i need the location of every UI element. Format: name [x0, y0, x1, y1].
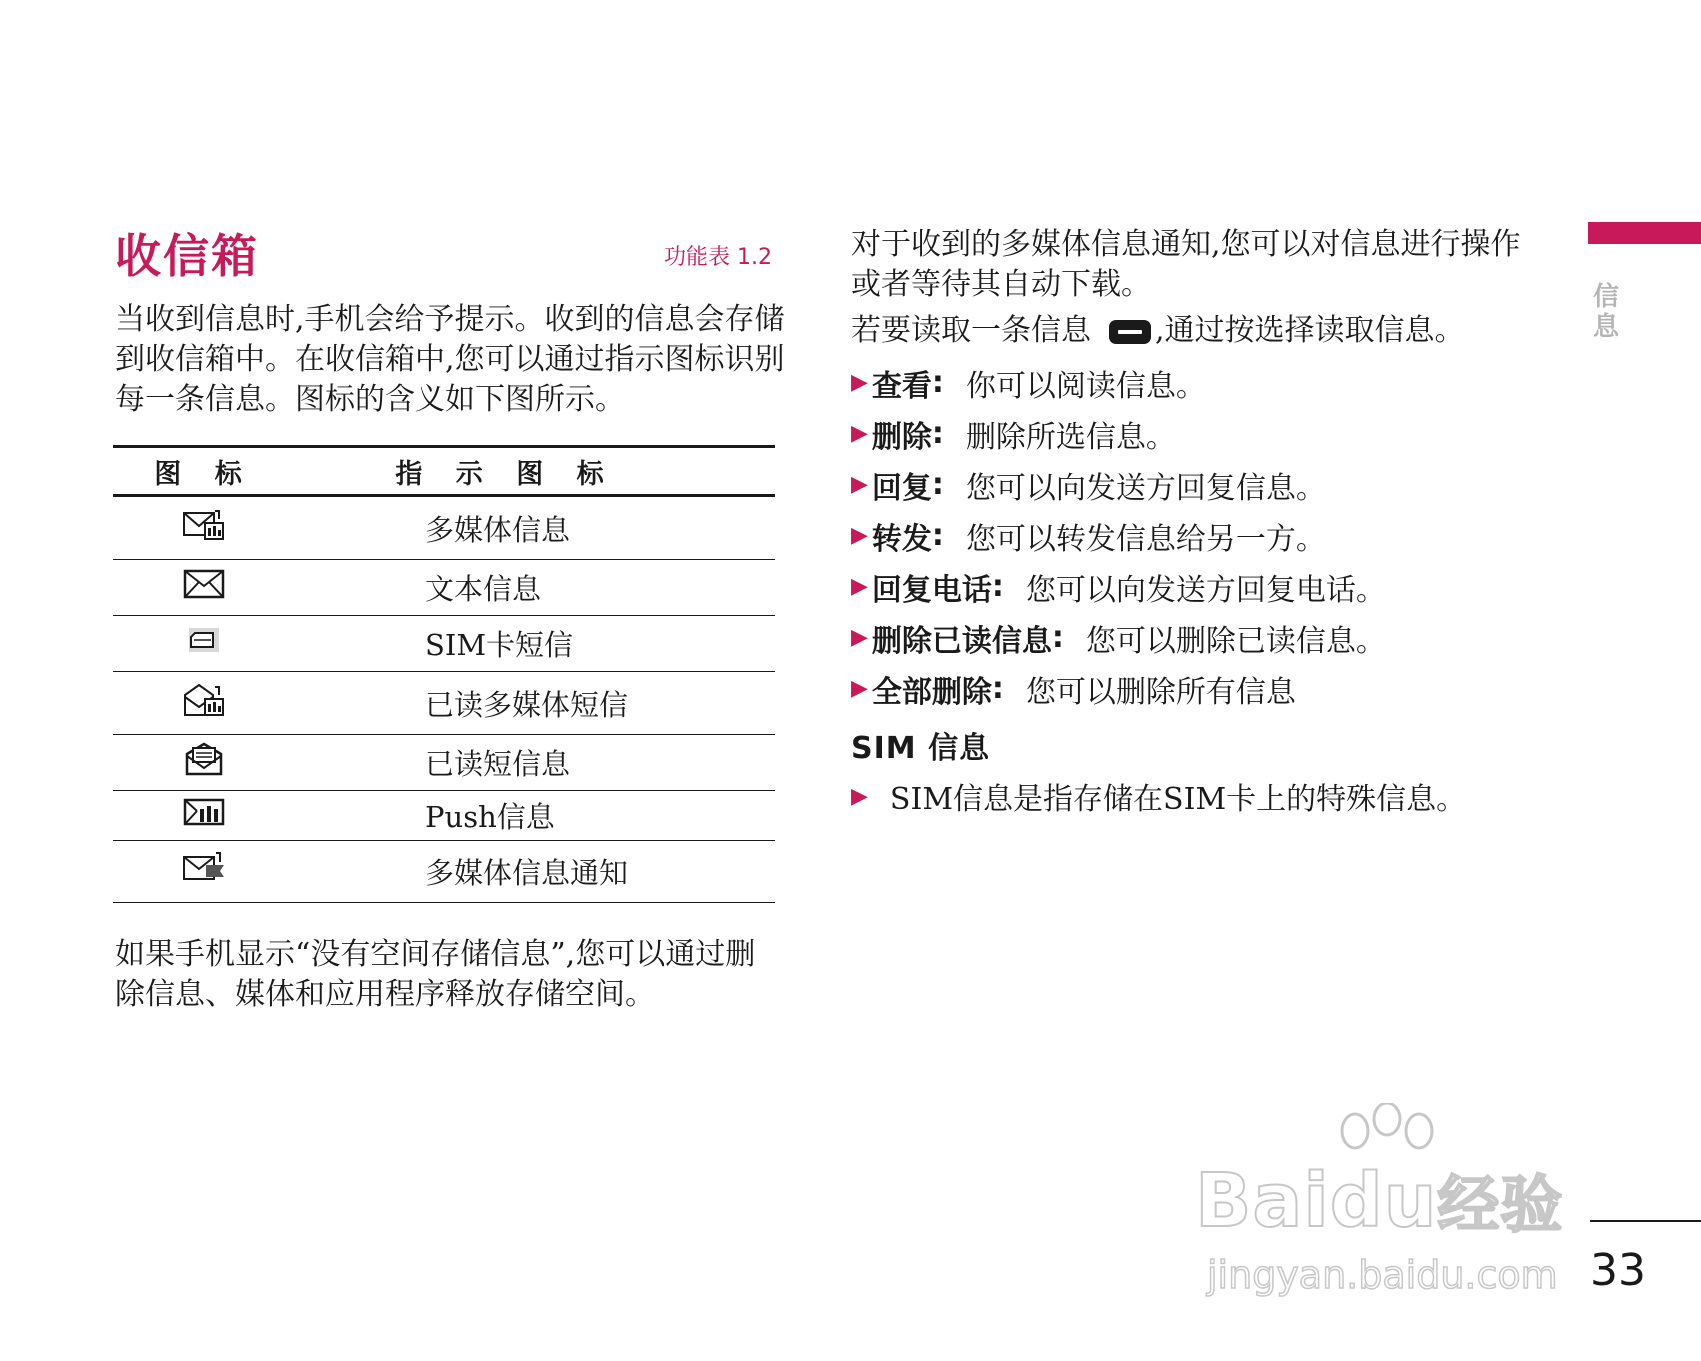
- select-key-icon: [1109, 320, 1151, 344]
- list-item: [851, 510, 1531, 561]
- icon-description: SIM卡短信: [295, 616, 775, 672]
- icon-cell: [113, 841, 295, 903]
- option-label: 转发: [871, 521, 932, 557]
- storage-full-note: 如果手机显示“没有空间存储信息”,您可以通过删除信息、媒体和应用程序释放存储空间。: [115, 937, 756, 1012]
- option-colon: :: [1051, 620, 1064, 655]
- icon-cell: [113, 735, 295, 791]
- read-instruction-prefix: 若要读取一条信息: [851, 313, 1091, 348]
- page-number: 33: [1590, 1245, 1646, 1296]
- sim-section-heading: SIM 信息: [851, 731, 991, 766]
- read-instruction-suffix: ,通过按选择读取信息。: [1155, 313, 1465, 348]
- list-item: [851, 459, 1531, 510]
- option-colon: :: [991, 671, 1004, 706]
- sms-envelope-icon: [183, 568, 225, 607]
- icon-cell: [113, 560, 295, 616]
- arrow-icon: ▶: [851, 421, 868, 446]
- arrow-icon: ▶: [851, 783, 868, 809]
- table-row: [113, 560, 775, 616]
- option-colon: :: [931, 467, 944, 502]
- icon-description: 文本信息: [295, 560, 775, 616]
- sim-description-text: SIM信息是指存储在SIM卡上的特殊信息。: [889, 782, 1467, 817]
- baidu-watermark: [1195, 1105, 1615, 1305]
- mms-notice-paragraph: 对于收到的多媒体信息通知,您可以对信息进行操作或者等待其自动下载。: [851, 227, 1521, 302]
- arrow-icon: ▶: [851, 625, 868, 650]
- table-row: [113, 841, 775, 903]
- side-tab-label: 信息: [1592, 282, 1619, 342]
- read-instruction: [851, 311, 1531, 351]
- option-label: 查看: [871, 368, 932, 404]
- menu-reference: 功能表 1.2: [664, 245, 772, 270]
- sim-description: [851, 768, 1531, 824]
- option-description: 删除所选信息。: [965, 419, 1176, 455]
- right-column: [851, 225, 1531, 824]
- list-item: [851, 408, 1531, 459]
- arrow-icon: ▶: [851, 523, 868, 548]
- table-header-description: 指 示 图 标: [295, 447, 775, 496]
- option-label: 回复电话: [871, 572, 992, 608]
- option-label: 全部删除: [871, 674, 992, 710]
- sim-card-icon: [183, 624, 225, 663]
- page-number-rule: [1590, 1220, 1701, 1222]
- option-description: 您可以删除已读信息。: [1085, 623, 1386, 659]
- read-sms-icon: [183, 742, 225, 783]
- option-label: 删除: [871, 419, 932, 455]
- mms-icon: [183, 509, 225, 548]
- watermark-brand-part1: Bai: [1195, 1158, 1330, 1244]
- watermark-brand-part2: du: [1329, 1158, 1438, 1244]
- icon-cell: [113, 791, 295, 841]
- icon-description: 已读短信息: [295, 735, 775, 791]
- option-colon: :: [931, 365, 944, 400]
- icon-description: 已读多媒体短信: [295, 672, 775, 735]
- icon-cell: [113, 496, 295, 560]
- list-item: [851, 663, 1531, 714]
- intro-paragraph: 当收到信息时,手机会给予提示。收到的信息会存储到收信箱中。在收信箱中,您可以通过指示图标识别每一条信息。图标的含义如下图所示。: [115, 302, 785, 417]
- watermark-brand-cn: 经验: [1437, 1168, 1564, 1241]
- arrow-icon: ▶: [851, 472, 868, 497]
- option-description: 你可以阅读信息。: [965, 368, 1206, 404]
- page-title: 收信箱: [115, 229, 259, 283]
- list-item: [851, 357, 1531, 408]
- mms-notification-icon: [182, 851, 226, 892]
- option-colon: :: [931, 518, 944, 553]
- list-item: [851, 612, 1531, 663]
- arrow-icon: ▶: [851, 574, 868, 599]
- option-description: 您可以转发信息给另一方。: [965, 521, 1326, 557]
- push-message-icon: [183, 797, 225, 834]
- table-row: [113, 496, 775, 560]
- options-list: [851, 357, 1531, 714]
- icon-cell: [113, 672, 295, 735]
- table-row: [113, 791, 775, 841]
- option-colon: :: [991, 569, 1004, 604]
- icon-description: 多媒体信息通知: [295, 841, 775, 903]
- table-row: [113, 672, 775, 735]
- option-description: 您可以向发送方回复电话。: [1025, 572, 1386, 608]
- table-header-icon: 图 标: [113, 447, 295, 496]
- option-description: 您可以删除所有信息: [1025, 674, 1296, 710]
- side-tab-bar: [1588, 222, 1701, 244]
- table-header-row: [113, 447, 775, 496]
- icon-legend-table: [113, 445, 775, 903]
- option-label: 删除已读信息: [871, 623, 1052, 659]
- watermark-brand: [1195, 1155, 1563, 1244]
- option-description: 您可以向发送方回复信息。: [965, 470, 1326, 506]
- option-label: 回复: [871, 470, 932, 506]
- read-mms-icon: [183, 683, 225, 724]
- watermark-url: jingyan.baidu.com: [1207, 1253, 1558, 1297]
- arrow-icon: ▶: [851, 370, 868, 395]
- icon-description: 多媒体信息: [295, 496, 775, 560]
- icon-cell: [113, 616, 295, 672]
- arrow-icon: ▶: [851, 676, 868, 701]
- table-row: [113, 616, 775, 672]
- list-item: [851, 561, 1531, 612]
- icon-description: Push信息: [295, 791, 775, 841]
- table-row: [113, 735, 775, 791]
- option-colon: :: [931, 416, 944, 451]
